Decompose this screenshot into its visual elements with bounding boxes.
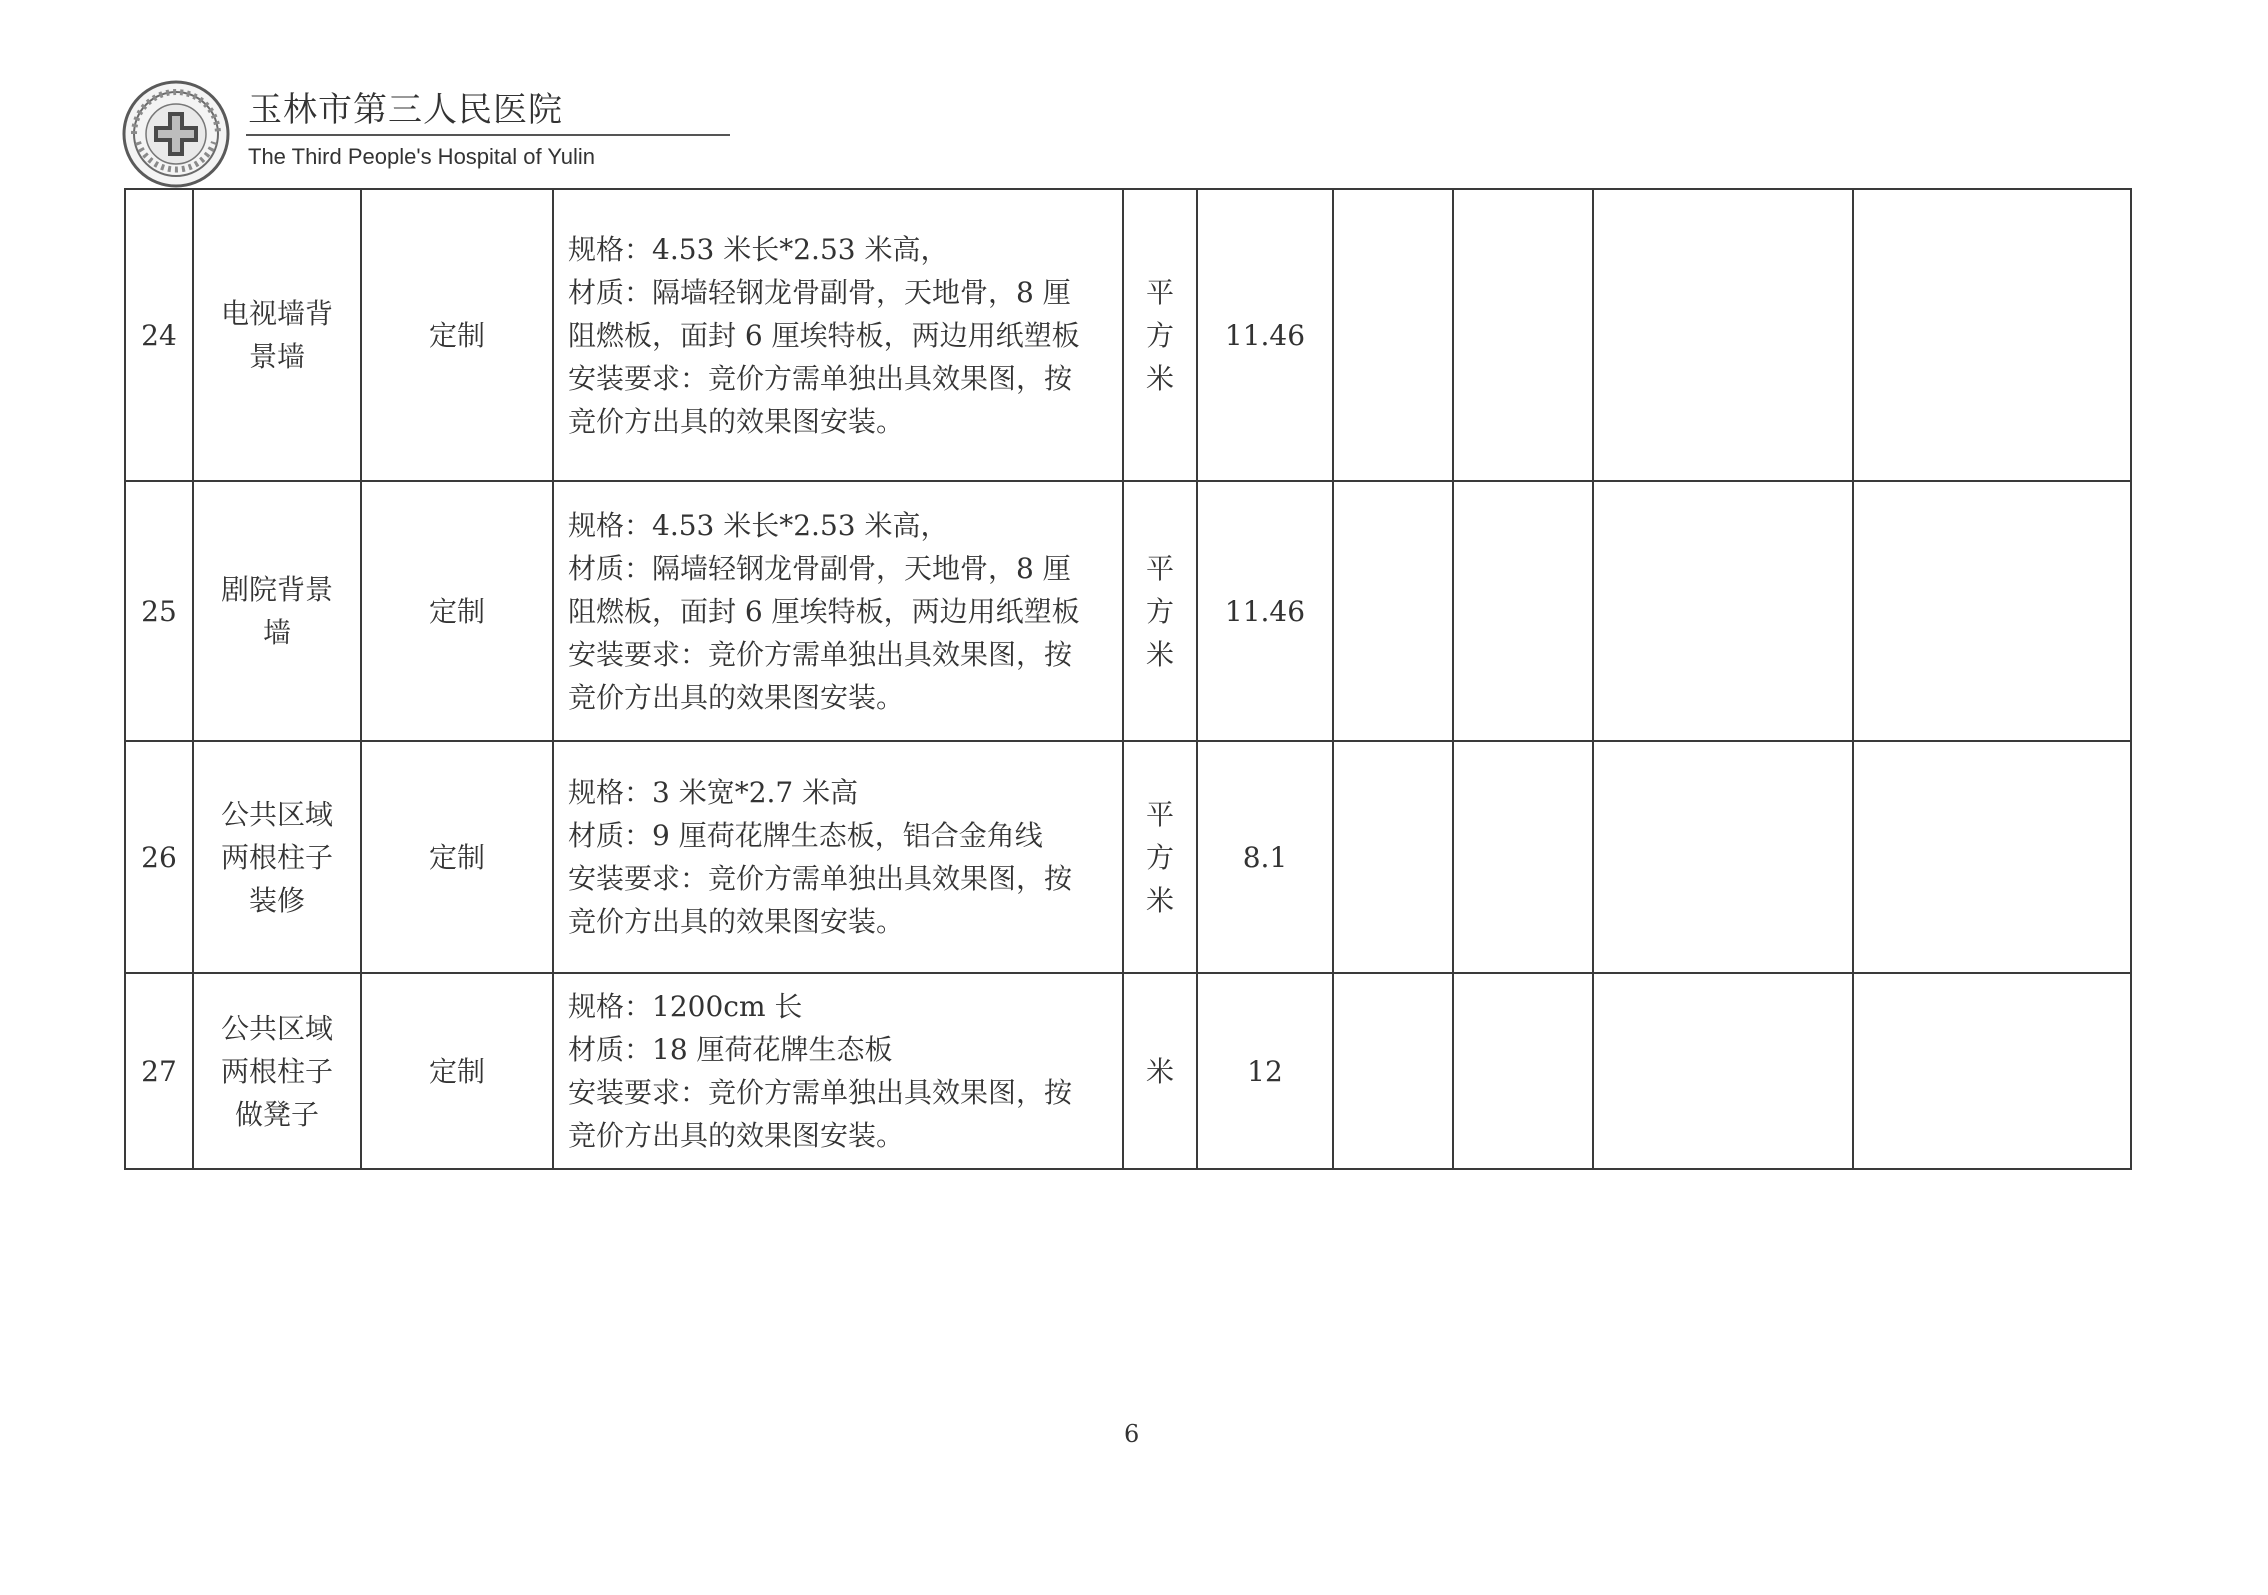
item-type: 定制: [361, 481, 553, 741]
empty-cell: [1593, 973, 1853, 1169]
empty-cell: [1593, 189, 1853, 481]
hospital-seal-logo: [120, 80, 232, 188]
empty-cell: [1333, 741, 1453, 973]
item-number: 27: [125, 973, 193, 1169]
item-name: 公共区域 两根柱子 装修: [193, 741, 361, 973]
empty-cell: [1453, 973, 1593, 1169]
item-spec: 规格：4.53 米长*2.53 米高， 材质：隔墙轻钢龙骨副骨，天地骨，8 厘 阻燃板，面封 6 厘埃特板，两边用纸塑板 安装要求：竞价方需单独出具效果图，按 竞价方出具的效果图安装。: [553, 189, 1123, 481]
item-quantity: 11.46: [1197, 481, 1333, 741]
item-name: 剧院背景 墙: [193, 481, 361, 741]
item-unit: 米: [1123, 973, 1197, 1169]
item-spec: 规格：1200cm 长 材质：18 厘荷花牌生态板 安装要求：竞价方需单独出具效果图，按 竞价方出具的效果图安装。: [553, 973, 1123, 1169]
table-row: [125, 973, 2131, 1169]
item-number: 25: [125, 481, 193, 741]
empty-cell: [1333, 973, 1453, 1169]
table-row: [125, 189, 2131, 481]
empty-cell: [1853, 189, 2131, 481]
page-header: [120, 78, 640, 188]
item-quantity: 11.46: [1197, 189, 1333, 481]
item-type: 定制: [361, 741, 553, 973]
item-unit: 平 方 米: [1123, 189, 1197, 481]
empty-cell: [1853, 973, 2131, 1169]
empty-cell: [1453, 741, 1593, 973]
item-name: 电视墙背 景墙: [193, 189, 361, 481]
item-spec: 规格：4.53 米长*2.53 米高， 材质：隔墙轻钢龙骨副骨，天地骨，8 厘 阻燃板，面封 6 厘埃特板，两边用纸塑板 安装要求：竞价方需单独出具效果图，按 竞价方出具的效果图安装。: [553, 481, 1123, 741]
table-row: [125, 481, 2131, 741]
empty-cell: [1453, 481, 1593, 741]
item-name: 公共区域 两根柱子 做凳子: [193, 973, 361, 1169]
hospital-name-chinese: 玉林市第三人民医院: [248, 90, 563, 130]
item-number: 24: [125, 189, 193, 481]
item-unit: 平 方 米: [1123, 741, 1197, 973]
item-quantity: 8.1: [1197, 741, 1333, 973]
header-divider: [246, 134, 730, 136]
quotation-table: [124, 188, 2132, 1170]
empty-cell: [1333, 481, 1453, 741]
table-row: [125, 741, 2131, 973]
item-type: 定制: [361, 973, 553, 1169]
item-unit: 平 方 米: [1123, 481, 1197, 741]
item-type: 定制: [361, 189, 553, 481]
page-number: 6: [1124, 1420, 1140, 1448]
empty-cell: [1453, 189, 1593, 481]
empty-cell: [1593, 481, 1853, 741]
item-number: 26: [125, 741, 193, 973]
item-spec: 规格：3 米宽*2.7 米高 材质：9 厘荷花牌生态板，铝合金角线 安装要求：竞价方需单独出具效果图，按 竞价方出具的效果图安装。: [553, 741, 1123, 973]
empty-cell: [1333, 189, 1453, 481]
empty-cell: [1853, 481, 2131, 741]
hospital-name-english: The Third People's Hospital of Yulin: [248, 144, 596, 169]
item-quantity: 12: [1197, 973, 1333, 1169]
empty-cell: [1593, 741, 1853, 973]
empty-cell: [1853, 741, 2131, 973]
